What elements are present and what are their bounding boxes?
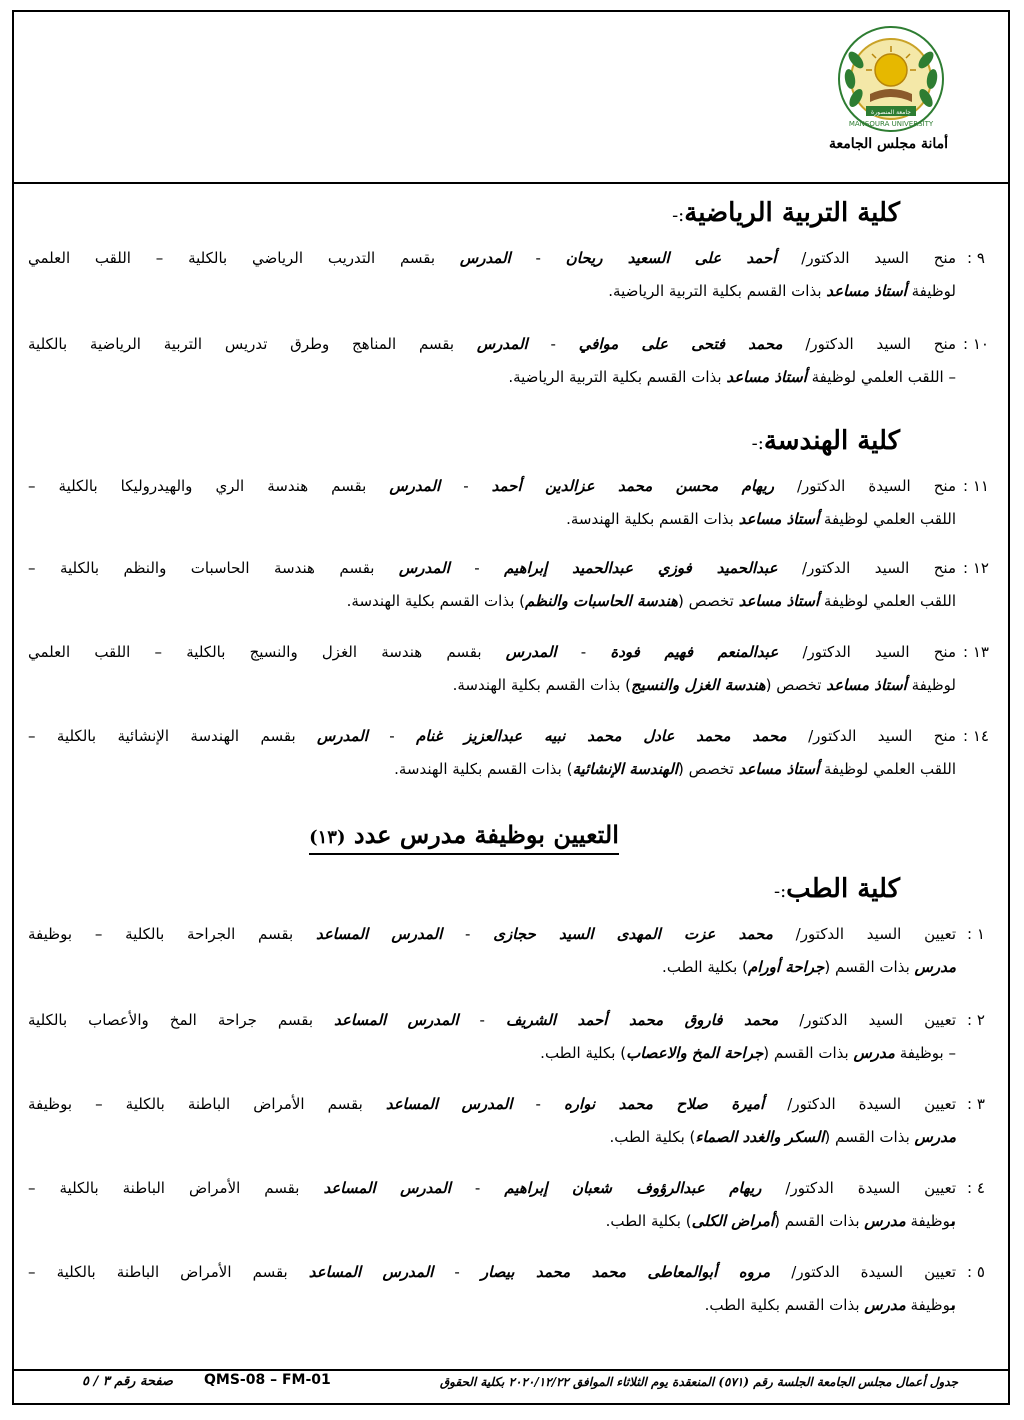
faculty-heading-engineering: كلية الهندسة:- xyxy=(751,426,900,456)
list-item: ٤ : تعيين السيدة الدكتور/ ريهام عبدالرؤوف شعبان إبراهيم - المدرس المساعد بقسم الأمراض الباطنة بالكلية – بوظيفة مدرس بذات القسم (أمراض الكلى) بكلية الطب. xyxy=(28,1172,956,1238)
item-number: ٢ : xyxy=(967,1011,985,1029)
document-page xyxy=(12,10,1010,1405)
faculty-heading-medicine: كلية الطب:- xyxy=(774,874,900,904)
item-number: ٣ : xyxy=(967,1095,985,1113)
item-number: ٥ : xyxy=(967,1263,985,1281)
logo-text-en: MANSOURA UNIVERSITY xyxy=(848,120,934,128)
footer-page-number: صفحة رقم ٣ / ٥ xyxy=(82,1374,173,1389)
list-item: ٩ : منح السيد الدكتور/ أحمد على السعيد ريحان - المدرس بقسم التدريب الرياضي بالكلية – اللقب العلمي لوظيفة أستاذ مساعد بذات القسم بكلية التربية الرياضية. xyxy=(28,242,956,308)
item-number: ١٤ : xyxy=(963,727,989,745)
list-item: ١٣ : منح السيد الدكتور/ عبدالمنعم فهيم فودة - المدرس بقسم هندسة الغزل والنسيج بالكلية – اللقب العلمي لوظيفة أستاذ مساعد تخصص (هندسة الغزل والنسيج) بذات القسم بكلية الهندسة. xyxy=(28,636,956,702)
item-number: ١٢ : xyxy=(963,559,989,577)
item-number: ١٣ : xyxy=(963,643,989,661)
list-item: ١٢ : منح السيد الدكتور/ عبدالحميد فوزي عبدالحميد إبراهيم - المدرس بقسم هندسة الحاسبات والنظم بالكلية – اللقب العلمي لوظيفة أستاذ مساعد تخصص (هندسة الحاسبات والنظم) بذات القسم بكلية الهندسة. xyxy=(28,552,956,618)
list-item: ٣ : تعيين السيدة الدكتور/ أميرة صلاح محمد نواره - المدرس المساعد بقسم الأمراض الباطنة بالكلية – بوظيفة مدرس بذات القسم (السكر والغدد الصماء) بكلية الطب. xyxy=(28,1088,956,1154)
header-divider xyxy=(14,182,1008,184)
list-item: ٥ : تعيين السيدة الدكتور/ مروه أبوالمعاطى محمد محمد بيصار - المدرس المساعد بقسم الأمراض الباطنة بالكلية – بوظيفة مدرس بذات القسم بكلية الطب. xyxy=(28,1256,956,1322)
university-logo xyxy=(836,24,946,134)
item-number: ١١ : xyxy=(963,477,989,495)
list-item: ١ : تعيين السيد الدكتور/ محمد عزت المهدى السيد حجازى - المدرس المساعد بقسم الجراحة بالكلية – بوظيفة مدرس بذات القسم (جراحة أورام) بكلية الطب. xyxy=(28,918,956,984)
item-number: ٩ : xyxy=(967,249,985,267)
item-number: ٤ : xyxy=(967,1179,985,1197)
secretariat-label: أمانة مجلس الجامعة xyxy=(828,136,948,152)
list-item: ١٠ : منح السيد الدكتور/ محمد فتحى على موافي - المدرس بقسم المناهج وطرق تدريس التربية الرياضية بالكلية – اللقب العلمي لوظيفة أستاذ مساعد بذات القسم بكلية التربية الرياضية. xyxy=(28,328,956,394)
footer-form-code: QMS-08 – FM-01 xyxy=(204,1372,331,1388)
footer-agenda: جدول أعمال مجلس الجامعة الجلسة رقم (٥٧١) المنعقدة يوم الثلاثاء الموافق ٢٠٢٠/١٢/٢٢ بكلية الحقوق xyxy=(439,1375,958,1389)
appointment-heading: التعيين بوظيفة مدرس عدد (١٣) xyxy=(264,820,664,849)
item-number: ١٠ : xyxy=(963,335,989,353)
list-item: ٢ : تعيين السيد الدكتور/ محمد فاروق محمد أحمد الشريف - المدرس المساعد بقسم جراحة المخ والأعصاب بالكلية – بوظيفة مدرس بذات القسم (جراحة المخ والاعصاب) بكلية الطب. xyxy=(28,1004,956,1070)
footer-divider xyxy=(14,1369,1008,1371)
item-number: ١ : xyxy=(967,925,985,943)
list-item: ١٤ : منح السيد الدكتور/ محمد محمد عادل محمد نبيه عبدالعزيز غنام - المدرس بقسم الهندسة الإنشائية بالكلية – اللقب العلمي لوظيفة أستاذ مساعد تخصص (الهندسة الإنشائية) بذات القسم بكلية الهندسة. xyxy=(28,720,956,786)
list-item: ١١ : منح السيدة الدكتور/ ريهام محسن محمد عزالدين أحمد - المدرس بقسم هندسة الري والهيدروليكا بالكلية – اللقب العلمي لوظيفة أستاذ مساعد بذات القسم بكلية الهندسة. xyxy=(28,470,956,536)
faculty-heading-sports: كلية التربية الرياضية:- xyxy=(672,198,900,228)
logo-text-ar: جامعة المنصورة xyxy=(871,109,911,116)
